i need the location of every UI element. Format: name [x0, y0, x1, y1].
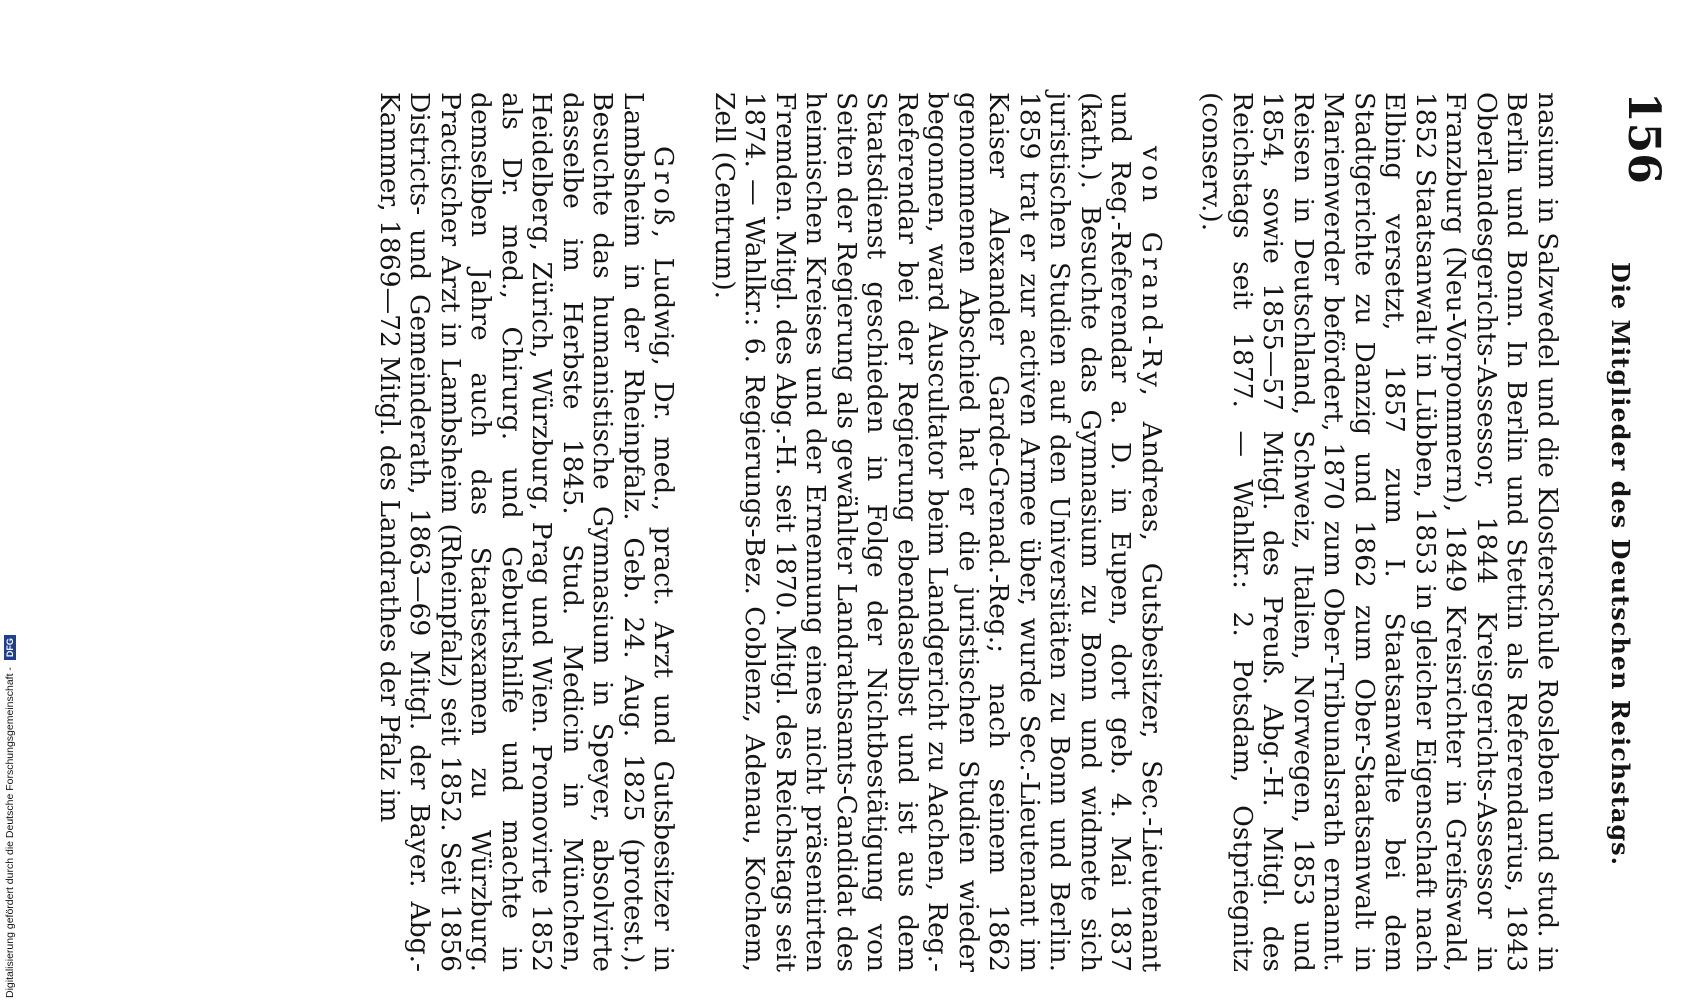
- entry-gross: [374, 92, 679, 972]
- entry-text: Andreas, Gutsbesitzer, Sec.-Lieutenant und Reg.-Referendar a. D. in Eupen, dort geb. 4. Mai 1837 (kath.). Besuchte das Gymnasium zu Bonn und widmete sich juristischen Studien auf den Universitäten zu Bonn und Berlin. 1859 trat er zur activen Armee über, wurde Sec.-Lieutenant im Kaiser Alexander Garde-Grenad.-Reg.; nach seinem 1862 genommenen Abschied hat er die juristischen Studien wieder begonnen, ward Auscultator beim Landgericht zu Aachen, Reg.-Referendar bei der Regierung ebendaselbst und ist aus dem Staatsdienst geschieden in Folge der Nichtbestätigung von Seiten der Regierung als gewählter Landrathsamts-Candidat des heimischen Kreises und der Ernennung eines nicht präsentirten Fremden. Mitgl. des Abg.-H. seit 1870. Mitgl. des Reichstags seit 1874. — Wahlkr.: 6. Regierungs-Bez. Coblenz, Adenau, Kochem, Zell (Centrum).: [709, 92, 1167, 972]
- entry-grand-ry: [709, 92, 1167, 972]
- funding-note: [1, 0, 17, 998]
- entry-text: nasium in Salzwedel und die Klosterschule Rosleben und stud. in Berlin und Bonn. In Berlin und Stettin als Referendarius, 1843 Oberlandesgerichts-Assessor, 1844 Kreisgerichts-Assessor in Franzburg (Neu-Vorpommern), 1849 Kreisrichter in Greifswald, 1852 Staatsanwalt in Lübben, 1853 in gleicher Eigenschaft nach Elbing versetzt, 1857 zum I. Staatsanwalte bei dem Stadtgerichte zu Danzig und 1862 zum Ober-Staatsanwalt in Marienwerder befördert, 1870 zum Ober-Tribunalsrath ernannt. Reisen in Deutschland, Schweiz, Italien, Norwegen, 1853 und 1854, sowie 1855—57 Mitgl. des Preuß. Abg.-H. Mitgl. des Reichstags seit 1877. — Wahlkr.: 2. Potsdam, Ostpriegnitz (conserv.).: [1196, 92, 1563, 972]
- body-text: [374, 92, 1563, 972]
- page-title: Die Mitglieder des Deutschen Reichstags.: [1606, 262, 1635, 867]
- entry-name: Groß,: [648, 146, 680, 242]
- entry-name: von Grand-Ry,: [1136, 146, 1167, 400]
- page-number: 156: [1618, 92, 1669, 184]
- running-head: [1578, 92, 1668, 982]
- dfg-logo: DFG: [4, 635, 16, 660]
- entry-text: Ludwig, Dr. med., pract. Arzt und Gutsbesitzer in Lambsheim in der Rheinpfalz. Geb. 24. Aug. 1825 (protest.). Besuchte das humanistische Gymnasium in Speyer, absolvirte dasselbe im Herbste 1845. Stud. Medicin in München, Heidelberg, Zürich, Würzburg, Prag und Wien. Promovirte 1852 als Dr. med., Chirurg. und Geburtshilfe und machte in demselben Jahre auch das Staatsexamen zu Würzburg. Practischer Arzt in Lambsheim (Rheinpfalz) seit 1852. Seit 1856 Districts- und Gemeinderath, 1863—69 Mitgl. der Bayer. Abg.-Kammer, 1869—72 Mitgl. des Landrathes der Pfalz im: [374, 92, 680, 972]
- entry-continuation: [1196, 92, 1562, 972]
- funding-note-text: Digitalisierung gefördert durch die Deutsche Forschungsgemeinschaft -: [4, 667, 16, 998]
